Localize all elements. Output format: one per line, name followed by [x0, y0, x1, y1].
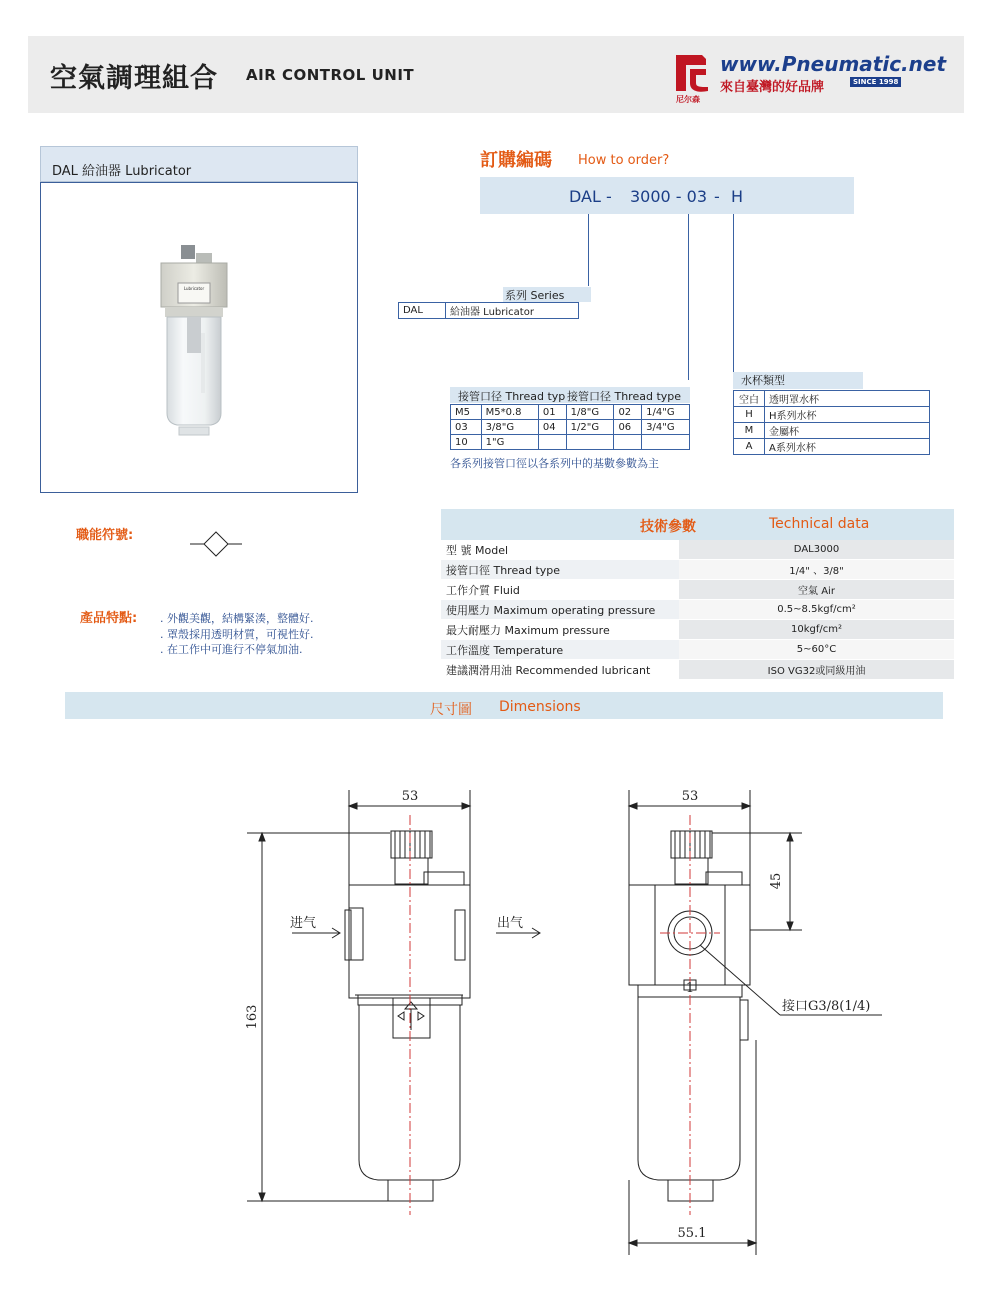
bowl-label: 水杯類型 — [733, 372, 863, 389]
thread-cell: 10 — [451, 435, 482, 450]
connector-line — [733, 214, 734, 372]
tech-value: 10kgf/cm² — [679, 620, 954, 640]
order-subtitle: How to order? — [578, 153, 670, 168]
brand-name: 尼尔森 — [676, 95, 700, 104]
order-title: 訂購編碼 — [480, 150, 552, 171]
thread-cell: 02 — [614, 405, 642, 420]
thread-cell: M5*0.8 — [481, 405, 538, 420]
feature-item: . 罩殼採用透明材質，可視性好. — [160, 628, 314, 641]
bowl-desc: A系列水杯 — [765, 439, 930, 455]
port-mark: 1 — [685, 981, 695, 996]
connector-line — [588, 214, 589, 286]
thread-table — [450, 404, 690, 450]
tech-table — [441, 540, 954, 680]
tech-param: 工作溫度 Temperature — [441, 640, 679, 660]
thread-cell: 1/4"G — [642, 405, 690, 420]
brand-website[interactable]: www.Pneumatic.net — [720, 52, 947, 76]
tech-value: ISO VG32或同級用油 — [679, 660, 954, 680]
thread-note: 各系列接管口徑以各系列中的基數參數為主 — [450, 457, 659, 470]
tech-value: 空氣 Air — [679, 580, 954, 600]
bowl-code: 空白 — [734, 391, 765, 407]
thread-label-2: 接管口径 Thread type — [567, 390, 682, 403]
bowl-code: H — [734, 407, 765, 423]
feature-item: . 在工作中可進行不停氣加油. — [160, 643, 303, 656]
bowl-desc: 金屬杯 — [765, 423, 930, 439]
tech-header — [441, 509, 954, 540]
tech-value: DAL3000 — [679, 540, 954, 560]
bowl-code: A — [734, 439, 765, 455]
features-label: 產品特點: — [80, 611, 138, 626]
order-code-bowl: H — [731, 187, 744, 206]
table-row — [441, 540, 954, 560]
thread-cell: 1/2"G — [566, 420, 614, 435]
thread-cell — [642, 435, 690, 450]
table-row — [441, 560, 954, 580]
thread-cell — [614, 435, 642, 450]
page-title: 空氣調理組合 — [50, 63, 218, 94]
tech-value: 5~60°C — [679, 640, 954, 660]
page-subtitle: AIR CONTROL UNIT — [246, 66, 415, 84]
tech-title: 技術參數 — [640, 519, 696, 535]
thread-cell: 01 — [538, 405, 566, 420]
thread-cell: 03 — [451, 420, 482, 435]
thread-cell: 1/8"G — [566, 405, 614, 420]
table-row — [441, 640, 954, 660]
outlet-label: 出气 — [497, 916, 524, 931]
dimensions-subtitle: Dimensions — [499, 699, 581, 715]
lubricator-photo — [41, 183, 357, 492]
function-symbol-label: 職能符號: — [76, 528, 134, 543]
thread-cell: 3/4"G — [642, 420, 690, 435]
thread-cell — [566, 435, 614, 450]
product-title: DAL 給油器 Lubricator — [52, 164, 192, 179]
dim-top-height: 45 — [769, 872, 784, 890]
thread-cell: 04 — [538, 420, 566, 435]
dim-width-left: 53 — [401, 789, 419, 804]
table-row — [441, 580, 954, 600]
thread-cell: 3/8"G — [481, 420, 538, 435]
tech-value: 1/4" 、3/8" — [679, 560, 954, 580]
bowl-table — [733, 390, 930, 455]
tech-value: 0.5~8.5kgf/cm² — [679, 600, 954, 620]
order-code-series: DAL - — [569, 187, 612, 206]
table-row — [441, 600, 954, 620]
series-table — [398, 302, 579, 319]
dimensions-title: 尺寸圖 — [430, 702, 472, 718]
brand-since-badge: SINCE 1998 — [850, 77, 901, 87]
series-label: 系列 Series — [503, 287, 591, 302]
series-code: DAL — [399, 303, 446, 319]
tech-param: 使用壓力 Maximum operating pressure — [441, 600, 679, 620]
dimension-drawings — [0, 760, 1000, 1270]
product-image-frame — [40, 182, 358, 493]
tech-param: 型 號 Model — [441, 540, 679, 560]
tech-param: 最大耐壓力 Maximum pressure — [441, 620, 679, 640]
inlet-label: 进气 — [290, 916, 317, 931]
tech-param: 建議潤滑用油 Recommended lubricant — [441, 660, 679, 680]
bowl-code: M — [734, 423, 765, 439]
connector-line — [688, 214, 689, 380]
brand-slogan: 來自臺灣的好品牌 — [720, 80, 825, 95]
series-desc: 給油器 Lubricator — [446, 303, 579, 319]
table-row — [441, 620, 954, 640]
thread-cell: 1"G — [481, 435, 538, 450]
thread-cell: 06 — [614, 420, 642, 435]
lubricator-symbol-icon — [190, 530, 242, 558]
bowl-desc: 透明罩水杯 — [765, 391, 930, 407]
order-code-size-port: 3000 - 03 — [630, 187, 708, 206]
order-code-dash: - — [714, 187, 720, 206]
bowl-desc: H系列水杯 — [765, 407, 930, 423]
brand-logo-icon — [672, 51, 712, 95]
feature-item: . 外觀美觀，結構緊湊，整體好. — [160, 612, 314, 625]
dim-height: 163 — [245, 1004, 260, 1030]
thread-cell: M5 — [451, 405, 482, 420]
photo-label: Lubricator — [183, 286, 205, 291]
thread-cell — [538, 435, 566, 450]
dim-bottom-width: 55.1 — [677, 1226, 707, 1241]
tech-subtitle: Technical data — [769, 516, 870, 532]
dim-width-right: 53 — [681, 789, 699, 804]
tech-param: 工作介質 Fluid — [441, 580, 679, 600]
table-row — [441, 660, 954, 680]
tech-param: 接管口徑 Thread type — [441, 560, 679, 580]
port-label: 接口G3/8(1/4) — [782, 999, 871, 1014]
thread-label-1: 接管口径 Thread typ — [458, 390, 566, 403]
